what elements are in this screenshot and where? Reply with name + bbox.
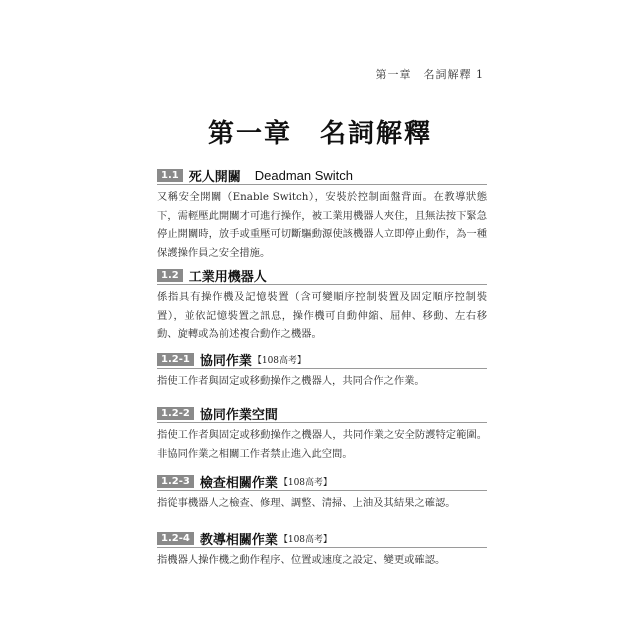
section-1-2-2	[157, 405, 487, 463]
chapter-title: 第一章 名詞解釋	[207, 119, 432, 149]
section-1-1	[157, 167, 487, 262]
section-title: 工業用機器人	[188, 269, 267, 285]
exam-tag: 【108高考】	[252, 355, 307, 366]
section-heading	[157, 167, 487, 183]
section-title: 檢查相關作業	[199, 475, 278, 491]
section-body: 指使工作者與固定或移動操作之機器人，共同作業之安全防護特定範圍。非協同作業之相關工作者禁止進入此空間。	[157, 429, 487, 460]
section-number: 1.1	[157, 169, 183, 182]
section-number: 1.2-3	[157, 475, 194, 488]
running-head: 第一章 名詞解釋 1	[375, 68, 484, 81]
section-title-en: Deadman Switch	[254, 167, 354, 183]
section-heading	[157, 405, 487, 421]
section-heading	[157, 530, 487, 546]
section-body: 指機器人操作機之動作程序、位置或速度之設定、變更或確認。	[157, 554, 446, 566]
section-number: 1.2-1	[157, 353, 194, 366]
section-title: 協同作業空間	[199, 407, 278, 423]
section-body: 指使工作者與固定或移動操作之機器人，共同合作之作業。	[157, 375, 425, 387]
section-1-2-4	[157, 530, 487, 570]
exam-tag: 【108高考】	[278, 534, 333, 545]
section-1-2-3	[157, 473, 487, 513]
exam-tag: 【108高考】	[278, 477, 333, 488]
section-heading	[157, 351, 487, 367]
section-1-2	[157, 267, 487, 344]
section-body: 又稱安全開關（Enable Switch），安裝於控制面盤背面。在教導狀態下，需輕壓此開關才可進行操作，被工業用機器人夾住，且無法按下緊急停止開關時，放手或重壓可切斷驅動源使該機器人立即停止動作，為一種保護操作員之安全措施。	[157, 191, 487, 259]
section-body: 指從事機器人之檢查、修理、調整、清掃、上油及其結果之確認。	[157, 497, 456, 509]
section-1-2-1	[157, 351, 487, 391]
section-title: 協同作業	[199, 353, 252, 369]
section-heading	[157, 267, 487, 283]
section-body: 係指具有操作機及記憶裝置（含可變順序控制裝置及固定順序控制裝置），並依記憶裝置之訊息，操作機可自動伸縮、屈伸、移動、左右移動、旋轉或為前述複合動作之機器。	[157, 291, 487, 340]
section-number: 1.2-4	[157, 532, 194, 545]
section-title: 教導相關作業	[199, 532, 278, 548]
section-number: 1.2-2	[157, 407, 194, 420]
section-title: 死人開關	[188, 169, 241, 185]
section-heading	[157, 473, 487, 489]
section-number: 1.2	[157, 269, 183, 282]
